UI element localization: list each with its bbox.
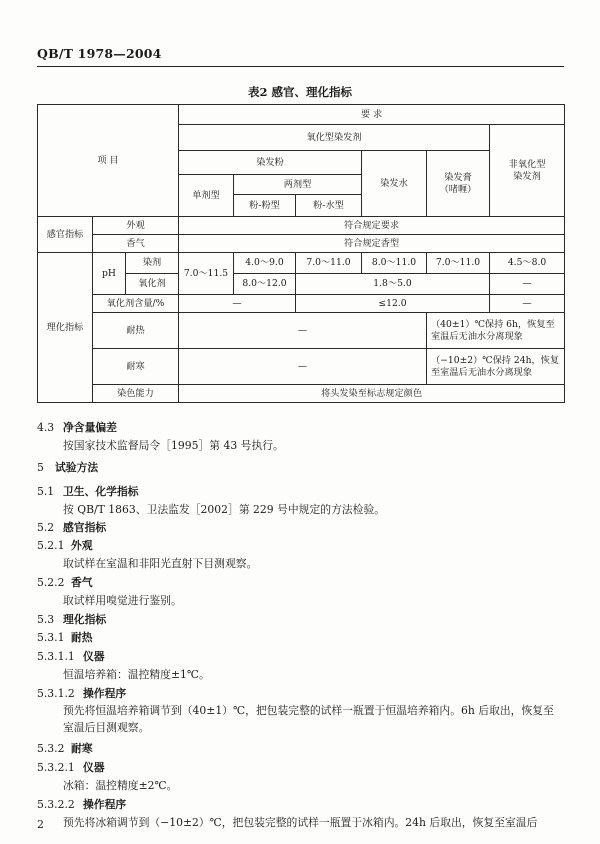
- oxidant-content-requirement: ≤12.0: [296, 295, 490, 313]
- section-5-2-heading: [37, 520, 106, 535]
- section-5-2-1-text: 取试样在室温和非阳光直射下目测观察。: [63, 557, 258, 570]
- section-4-3-text: 按国家技术监督局令［1995］第 43 号执行。: [63, 439, 284, 452]
- ph-powder-powder-oxidant: 8.0～12.0: [234, 274, 296, 295]
- table-title: 表2 感官、理化指标: [247, 85, 352, 99]
- header-single-dose: 单剂型: [179, 175, 234, 217]
- heat-requirement: （40±1）℃保持 6h，恢复至室温后无油水分离现象: [427, 313, 565, 349]
- item-oxidant-content: 氧化剂含量/%: [93, 295, 179, 313]
- section-number: 5: [37, 461, 44, 474]
- section-title: 仪器: [83, 650, 105, 663]
- item-appearance: 外观: [93, 217, 179, 235]
- section-number: 5.3.2: [37, 742, 65, 755]
- cold-dash: —: [179, 349, 427, 385]
- item-oxidant: 氧化剂: [126, 274, 179, 295]
- section-5-3-1-1-text: 恒温培养箱：温控精度±1℃。: [63, 668, 210, 681]
- item-dye-ability: 染色能力: [93, 385, 179, 403]
- section-5-3-1-1-heading: [37, 649, 105, 664]
- section-5-3-2-1-text: 冰箱：温控精度±2℃。: [63, 779, 178, 792]
- section-title: 外观: [71, 539, 93, 552]
- ph-single-dose: 7.0～11.5: [179, 253, 234, 295]
- section-5-3-2-2-text: 预先将冰箱调节到（−10±2）℃，把包装完整的试样一瓶置于冰箱内。24h 后取出，恢复至室温后: [63, 816, 538, 829]
- section-5-2-2-text: 取试样用嗅觉进行鉴别。: [63, 594, 182, 607]
- section-title: 耐热: [71, 631, 93, 644]
- ph-dye-cream: 7.0～11.0: [427, 253, 490, 274]
- oxidant-content-non-dash: —: [490, 295, 565, 313]
- standard-code: QB/T 1978—2004: [37, 46, 162, 61]
- ph-powder-powder-dye: 4.0～9.0: [234, 253, 296, 274]
- section-5-2-2-heading: [37, 575, 93, 590]
- dye-ability-requirement: 将头发染至标志规定颜色: [179, 385, 565, 403]
- header-powder-powder: 粉-粉型: [234, 195, 296, 216]
- section-number: 5.2.2: [37, 576, 65, 589]
- section-number: 5.3.1.2: [37, 687, 75, 700]
- header-requirement: 要 求: [179, 105, 565, 125]
- section-5-3-2-1-heading: [37, 760, 105, 775]
- spec-table: [37, 104, 565, 403]
- page-number: 2: [37, 818, 44, 831]
- heat-dash: —: [179, 313, 427, 349]
- item-ph: pH: [93, 253, 126, 295]
- oxidant-content-dash: —: [179, 295, 296, 313]
- header-rule: [37, 66, 564, 67]
- section-title: 耐寒: [71, 742, 93, 755]
- section-number: 4.3: [37, 421, 55, 434]
- category-sensory: 感官指标: [38, 217, 93, 253]
- odor-requirement: 符合规定香型: [179, 235, 565, 253]
- category-physchem: 理化指标: [38, 253, 93, 403]
- section-number: 5.2.1: [37, 539, 65, 552]
- header-non-oxidative: 非氧化型 染发剂: [490, 125, 565, 217]
- header-dye-water: 染发水: [362, 151, 427, 217]
- section-5-3-2-2-heading: [37, 797, 126, 812]
- section-title: 操作程序: [83, 798, 127, 811]
- ph-non-oxidative: 4.5～8.0: [490, 253, 565, 274]
- section-number: 5.1: [37, 485, 55, 498]
- section-5-heading: [37, 460, 98, 475]
- header-oxidative: 氧化型染发剂: [179, 125, 490, 151]
- item-odor: 香气: [93, 235, 179, 253]
- section-5-2-1-heading: [37, 538, 93, 553]
- appearance-requirement: 符合规定要求: [179, 217, 565, 235]
- header-dye-powder: 染发粉: [179, 151, 362, 175]
- section-5-3-heading: [37, 612, 106, 627]
- section-number: 5.3.1.1: [37, 650, 75, 663]
- section-number: 5.3: [37, 613, 55, 626]
- cold-requirement: （−10±2）℃保持 24h，恢复至室温后无油水分离现象: [427, 349, 565, 385]
- section-number: 5.3.1: [37, 631, 65, 644]
- ph-dye-water: 8.0～11.0: [362, 253, 427, 274]
- section-title: 仪器: [83, 761, 105, 774]
- header-powder-water: 粉-水型: [313, 200, 344, 211]
- section-number: 5.3.2.1: [37, 761, 75, 774]
- ph-other-oxidant: 1.8～5.0: [296, 274, 490, 295]
- section-title: 香气: [71, 576, 93, 589]
- section-5-1-heading: [37, 484, 139, 499]
- header-two-dose: 两剂型: [234, 175, 361, 195]
- ph-powder-water-dye: 7.0～11.0: [296, 253, 362, 274]
- section-title: 试验方法: [55, 461, 99, 474]
- item-dye-agent: 染剂: [126, 253, 179, 274]
- section-title: 净含量偏差: [63, 421, 117, 434]
- section-number: 5.2: [37, 521, 55, 534]
- item-heat: 耐热: [93, 313, 179, 349]
- section-4-3-heading: [37, 420, 117, 435]
- ph-non-oxidant-dash: —: [490, 274, 565, 295]
- item-cold: 耐寒: [93, 349, 179, 385]
- section-title: 卫生、化学指标: [63, 485, 139, 498]
- section-5-3-1-2-heading: [37, 686, 126, 701]
- section-5-3-1-heading: [37, 630, 93, 645]
- section-5-3-1-2-text: 预先将恒温培养箱调节到（40±1）℃，把包装完整的试样一瓶置于恒温培养箱内。6h 后取出，恢复至室温后目测观察。: [63, 704, 554, 734]
- section-number: 5.3.2.2: [37, 798, 75, 811]
- section-title: 操作程序: [83, 687, 127, 700]
- section-title: 感官指标: [63, 521, 107, 534]
- section-title: 理化指标: [63, 613, 107, 626]
- header-dye-cream: 染发膏 （啫喱）: [427, 151, 490, 217]
- header-item: 项 目: [38, 105, 179, 217]
- section-5-1-text: 按 QB/T 1863、卫法监发［2002］第 229 号中规定的方法检验。: [63, 503, 386, 516]
- section-5-3-2-heading: [37, 741, 93, 756]
